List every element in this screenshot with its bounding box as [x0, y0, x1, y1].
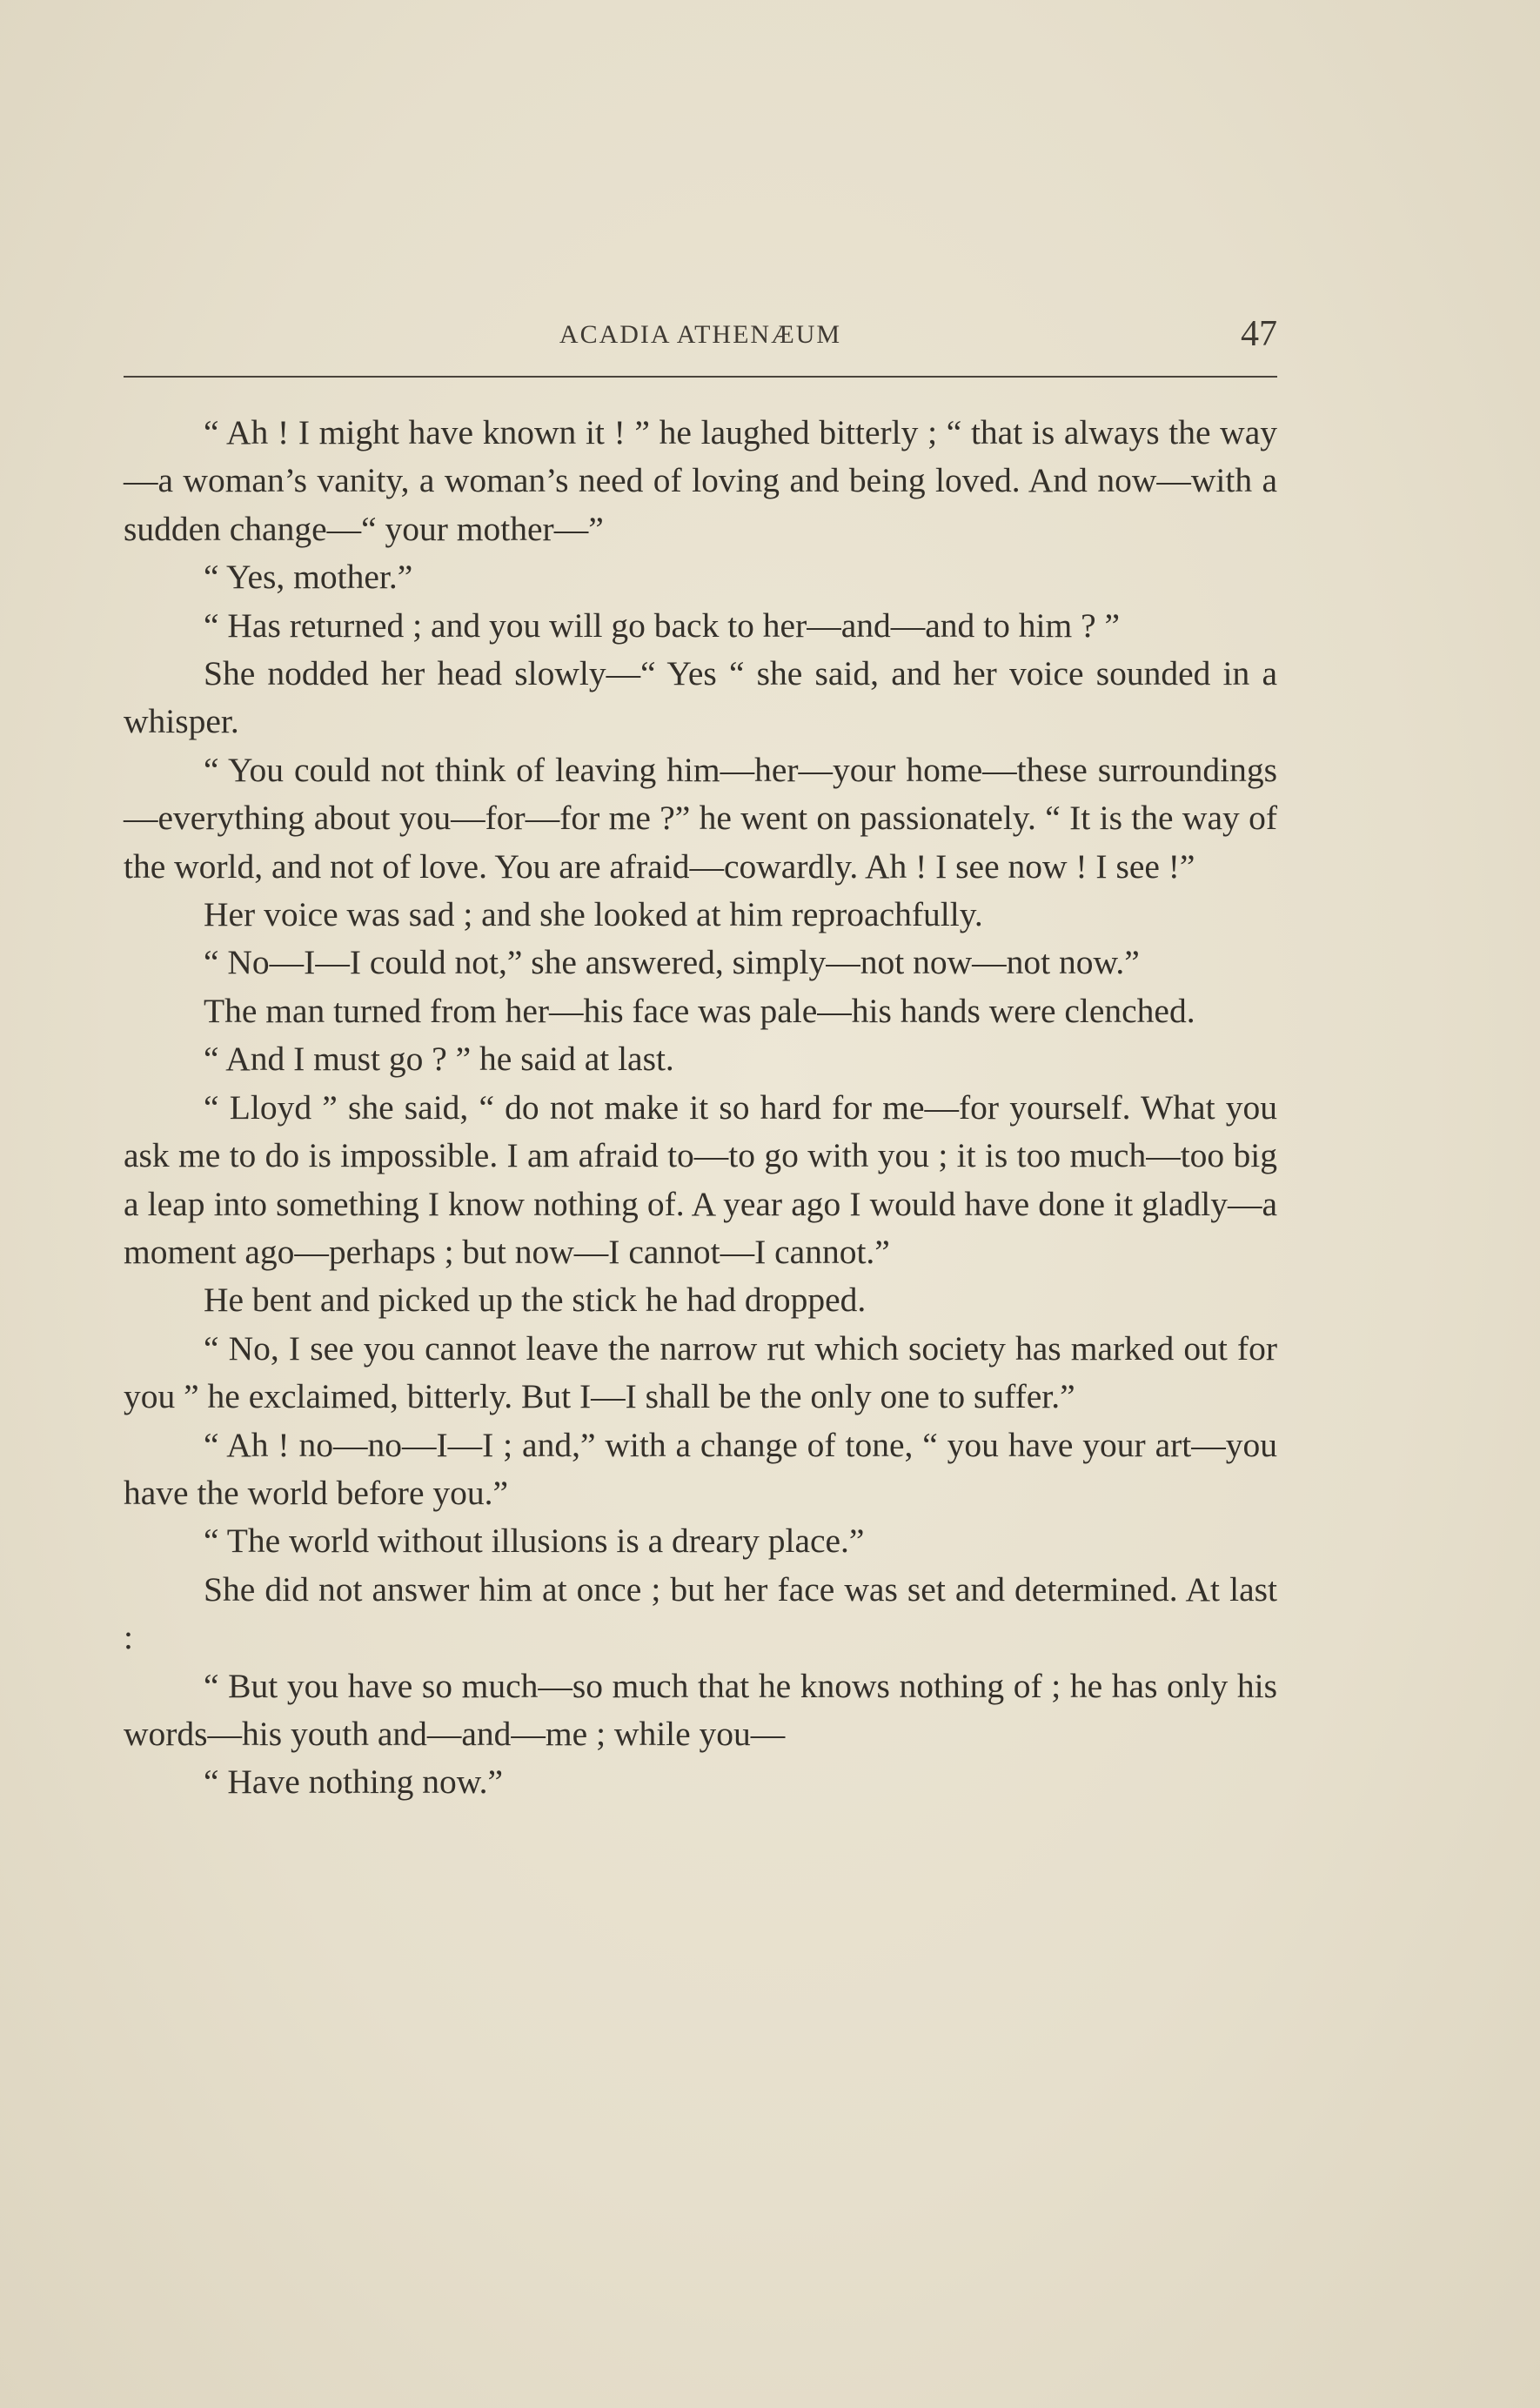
paragraph: “ Yes, mother.” [204, 558, 413, 597]
paragraph: “ But you have so much—so much that he knows nothing of ; he has only his words—his youth and—and—me ; while you— [124, 1666, 1277, 1753]
paragraph: “ Ah ! no—no—I—I ; and,” with a change of tone, “ you have your art—you have the world before you.” [124, 1425, 1277, 1512]
paragraph: The man turned from her—his face was pale—his hands were clenched. [204, 991, 1195, 1030]
paragraph: “ Have nothing now.” [204, 1763, 504, 1802]
header-rule [124, 376, 1277, 378]
paragraph: “ No—I—I could not,” she answered, simply—not now—not now.” [204, 943, 1140, 982]
paragraph: “ Lloyd ” she said, “ do not make it so hard for me—for yourself. What you ask me to do is impossible. I am afraid to—to go with you ; it is too much—too big a leap into something I know nothing of. A year ago I would have done it gladly—a moment ago—perhaps ; but now—I cannot—I cannot.” [124, 1087, 1277, 1271]
paragraph: “ The world without illusions is a dreary place.” [204, 1522, 865, 1561]
paragraph: “ You could not think of leaving him—her—your home—these surroundings—everything about you—for—for me ?” he went on passionately. “ It is the way of the world, and not of love. You are afraid—cowardly. Ah ! I see now ! I see !” [124, 750, 1277, 886]
paragraph: He bent and picked up the stick he had dropped. [204, 1281, 867, 1320]
paragraph: She did not answer him at once ; but her face was set and determined. At last : [124, 1569, 1277, 1657]
paragraph: Her voice was sad ; and she looked at him reproachfully. [204, 895, 983, 934]
page-header [124, 315, 1277, 367]
running-head: ACADIA ATHENÆUM [559, 320, 842, 349]
paragraph: “ No, I see you cannot leave the narrow rut which society has marked out for you ” he exclaimed, bitterly. But I—I shall be the only one to suffer.” [124, 1328, 1277, 1416]
paragraph: “ Has returned ; and you will go back to her—and—and to him ? ” [204, 605, 1121, 645]
paragraph: “ And I must go ? ” he said at last. [204, 1040, 674, 1079]
paragraph: “ Ah ! I might have known it ! ” he laughed bitterly ; “ that is always the way—a woman’s vanity, a woman’s need of loving and being loved. And now—with a sudden change—“ your mother—” [124, 413, 1277, 548]
page-number: 47 [1241, 314, 1277, 354]
paragraph: She nodded her head slowly—“ Yes “ she said, and her voice sounded in a whisper. [124, 654, 1277, 741]
body-text [124, 409, 1277, 1807]
